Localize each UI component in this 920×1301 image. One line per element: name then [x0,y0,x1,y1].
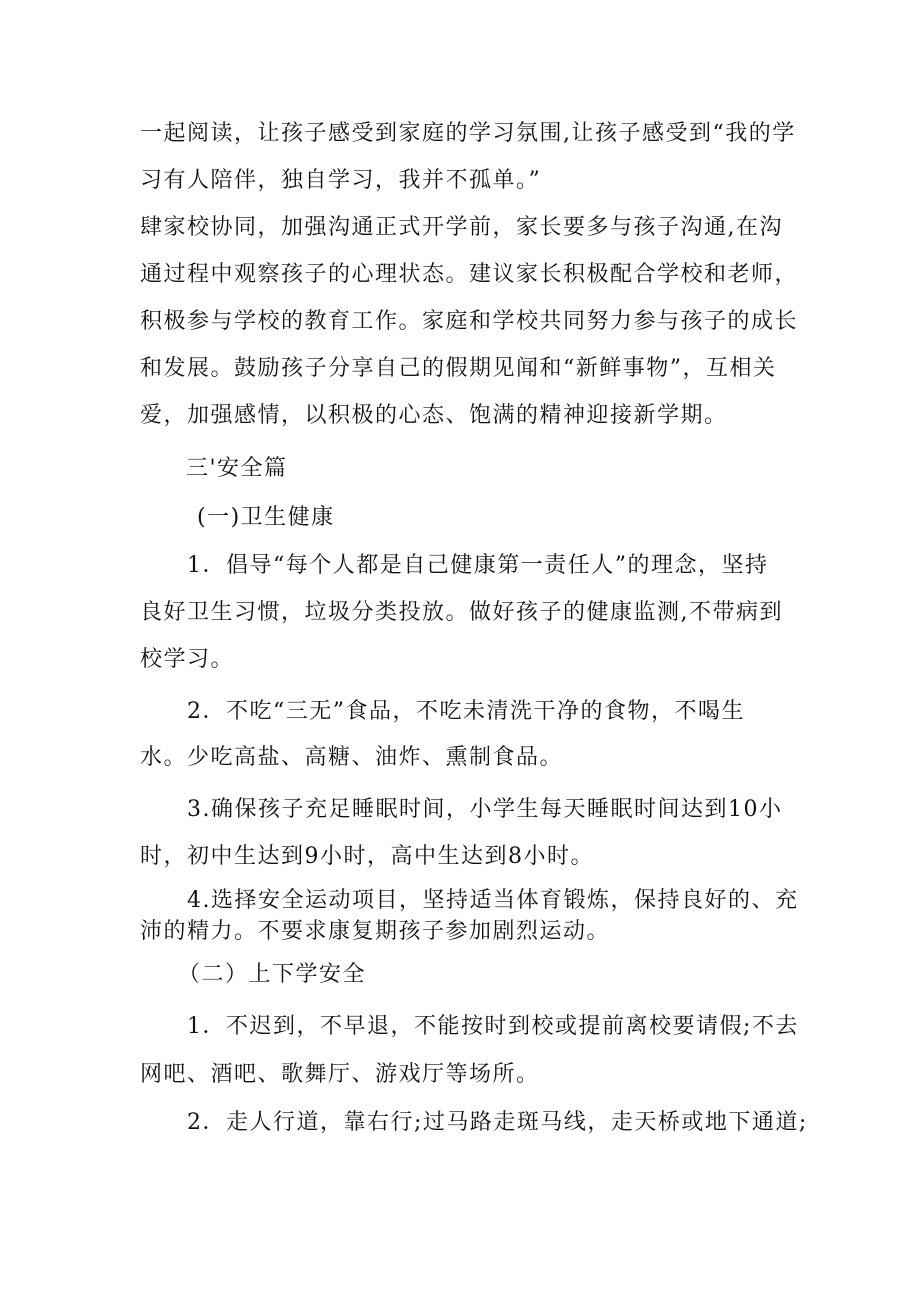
text-line: 网吧、酒吧、歌舞厅、游戏厅等场所。 [140,1062,540,1087]
text-line: 和发展。鼓励孩子分享自己的假期见闻和“新鲜事物”，互相关 [140,356,777,381]
text-line: 时，初中生达到9小时，高中生达到8小时。 [140,844,594,869]
text-line: 爱，加强感情，以积极的心态、饱满的精神迎接新学期。 [140,403,728,428]
section-heading: 三'安全篇 [186,456,288,481]
text-line: 沛的精力。不要求康复期孩子参加剧烈运动。 [140,919,611,944]
text-line: 肆家校协同，加强沟通正式开学前，家长要多与孩子沟通,在沟 [140,215,783,240]
subsection-heading: (一)卫生健康 [197,505,335,530]
text-line: 2．走人行道，靠右行;过马路走斑马线，走天桥或地下通道; [187,1110,808,1135]
text-line: 1．倡导“每个人都是自己健康第一责任人”的理念，坚持 [187,553,769,578]
text-line: 积极参与学校的教育工作。家庭和学校共同努力参与孩子的成长 [140,309,799,334]
text-line: 1．不迟到，不早退，不能按时到校或提前离校要请假;不去 [187,1014,799,1039]
text-line: 习有人陪伴，独自学习，我并不孤单。” [140,168,542,193]
text-line: 3.确保孩子充足睡眠时间，小学生每天睡眠时间达到10小 [187,797,783,822]
subsection-heading: （二）上下学安全 [178,962,367,987]
text-line: 水。少吃高盐、高糖、油炸、熏制食品。 [140,745,564,770]
text-line: 一起阅读，让孩子感受到家庭的学习氛围,让孩子感受到“我的学 [140,121,796,146]
text-line: 通过程中观察孩子的心理状态。建议家长积极配合学校和老师， [140,262,799,287]
text-line: 良好卫生习惯，垃圾分类投放。做好孩子的健康监测,不带病到 [140,600,783,625]
text-line: 2．不吃“三无”食品，不吃未清洗干净的食物，不喝生 [187,699,745,724]
text-line: 校学习。 [140,647,235,672]
text-line: 4.选择安全运动项目，坚持适当体育锻炼，保持良好的、充 [187,888,799,913]
